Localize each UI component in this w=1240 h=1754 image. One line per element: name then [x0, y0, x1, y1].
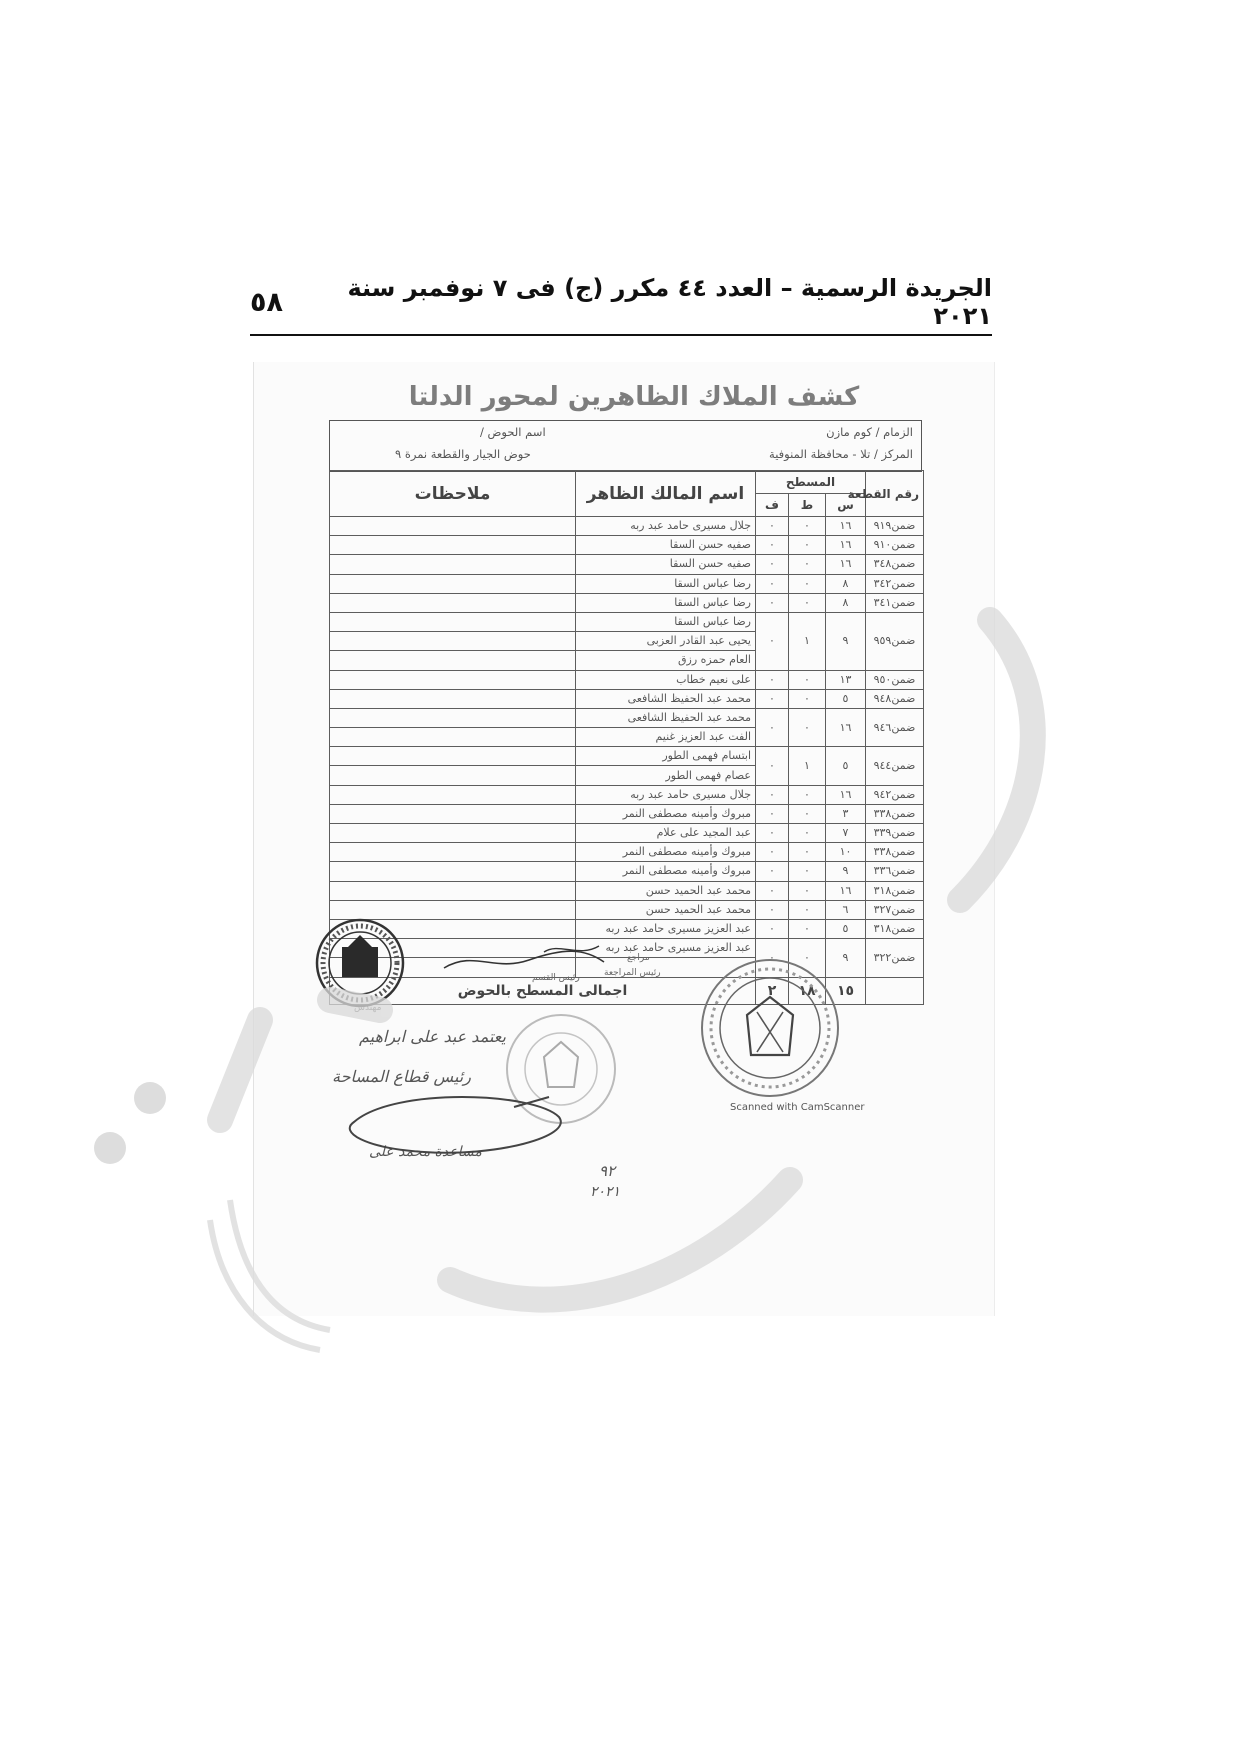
notes-cell	[330, 555, 576, 574]
notes-cell	[330, 689, 576, 708]
owners-table	[329, 470, 924, 1005]
signature-scribbles	[434, 940, 634, 980]
area-f-cell: ٠	[756, 862, 789, 881]
parcel-cell: ضمن٣٢٢	[866, 939, 924, 977]
area-s-cell: ٣	[826, 804, 866, 823]
center-text: المركز / تلا - محافظة المنوفية	[769, 447, 913, 461]
area-f-cell: ٠	[756, 708, 789, 746]
parcel-cell: ضمن٣٣٦	[866, 862, 924, 881]
area-t-cell: ٠	[789, 593, 826, 612]
table-row	[330, 612, 924, 631]
total-f: ٢	[756, 977, 789, 1004]
owner-cell: صفيه حسن السقا	[576, 536, 756, 555]
scanned-document	[253, 362, 995, 1316]
table-row	[330, 785, 924, 804]
area-f-cell: ٠	[756, 536, 789, 555]
area-f-cell: ٠	[756, 517, 789, 536]
parcel-cell: ضمن٣٤٨	[866, 555, 924, 574]
area-f-cell: ٠	[756, 824, 789, 843]
area-t-cell: ٠	[789, 517, 826, 536]
table-row	[330, 708, 924, 727]
area-t-cell: ٠	[789, 900, 826, 919]
official-seal-right	[699, 957, 841, 1099]
notes-cell	[330, 881, 576, 900]
area-f-cell: ٠	[756, 555, 789, 574]
parcel-cell: ضمن٩١٠	[866, 536, 924, 555]
parcel-cell: ضمن٩١٩	[866, 517, 924, 536]
notes-cell	[330, 574, 576, 593]
notes-cell	[330, 824, 576, 843]
table-row	[330, 919, 924, 938]
area-s-cell: ٥	[826, 747, 866, 785]
parcel-cell: ضمن٩٥٠	[866, 670, 924, 689]
area-s-cell: ١٦	[826, 785, 866, 804]
area-f-cell: ٠	[756, 593, 789, 612]
area-s-cell: ١٣	[826, 670, 866, 689]
col-s: س	[826, 494, 866, 517]
area-f-cell: ٠	[756, 804, 789, 823]
area-t-cell: ٠	[789, 574, 826, 593]
area-t-cell: ٠	[789, 555, 826, 574]
sig-head-section: رئيس القسم	[532, 973, 580, 983]
signature-loop	[334, 1082, 574, 1162]
sig-engineer: مهندس	[354, 1003, 382, 1013]
page-mark-bottom: ٢٠٢١	[590, 1184, 621, 1200]
parcel-cell: ضمن٩٥٩	[866, 612, 924, 670]
owner-cell: مبروك وأمينه مصطفى النمر	[576, 843, 756, 862]
table-row	[330, 517, 924, 536]
area-s-cell: ١٦	[826, 536, 866, 555]
notes-cell	[330, 862, 576, 881]
area-s-cell: ٨	[826, 593, 866, 612]
parcel-cell: ضمن٣٤١	[866, 593, 924, 612]
total-s: ١٥	[826, 977, 866, 1004]
header-rule	[250, 334, 992, 336]
area-f-cell: ٠	[756, 785, 789, 804]
area-t-cell: ٠	[789, 536, 826, 555]
owner-cell: مبروك وأمينه مصطفى النمر	[576, 862, 756, 881]
table-body	[330, 517, 924, 978]
owner-cell: جلال مسيرى حامد عبد ربه	[576, 785, 756, 804]
handwritten-approval: يعتمد عبد على ابراهيم	[359, 1027, 506, 1046]
total-t: ١٨	[789, 977, 826, 1004]
area-s-cell: ٨	[826, 574, 866, 593]
handwritten-assistant: مساعدة محمد على	[369, 1144, 482, 1160]
area-f-cell: ٠	[756, 919, 789, 938]
parcel-cell: ضمن٩٤٦	[866, 708, 924, 746]
notes-cell	[330, 747, 576, 766]
col-t: ط	[789, 494, 826, 517]
owner-cell: رضا عباس السقا	[576, 574, 756, 593]
owner-cell: رضا عباس السقا	[576, 593, 756, 612]
table-row	[330, 593, 924, 612]
area-t-cell: ١	[789, 747, 826, 785]
notes-cell	[330, 651, 576, 670]
area-s-cell: ٦	[826, 900, 866, 919]
area-s-cell: ٩	[826, 862, 866, 881]
notes-cell	[330, 536, 576, 555]
owner-cell: محمد عبد الحميد حسن	[576, 881, 756, 900]
notes-cell	[330, 670, 576, 689]
area-t-cell: ١	[789, 612, 826, 670]
area-s-cell: ١٦	[826, 881, 866, 900]
area-s-cell: ١٦	[826, 555, 866, 574]
parcel-cell: ضمن٩٤٤	[866, 747, 924, 785]
owner-cell: جلال مسيرى حامد عبد ربه	[576, 517, 756, 536]
area-f-cell: ٠	[756, 900, 789, 919]
owner-cell: صفيه حسن السقا	[576, 555, 756, 574]
table-row	[330, 862, 924, 881]
table-row	[330, 670, 924, 689]
owner-cell: ابتسام فهمى الطور	[576, 747, 756, 766]
notes-cell	[330, 593, 576, 612]
gazette-header	[250, 274, 992, 330]
parcel-cell: ضمن٣١٨	[866, 881, 924, 900]
area-f-cell: ٠	[756, 574, 789, 593]
area-t-cell: ٠	[789, 804, 826, 823]
village-text: الزمام / كوم مازن	[826, 425, 913, 439]
area-s-cell: ٩	[826, 939, 866, 977]
area-s-cell: ٩	[826, 612, 866, 670]
table-row	[330, 689, 924, 708]
col-f: ف	[756, 494, 789, 517]
area-f-cell: ٠	[756, 843, 789, 862]
area-t-cell: ٠	[789, 881, 826, 900]
area-f-cell: ٠	[756, 612, 789, 670]
area-t-cell: ٠	[789, 824, 826, 843]
notes-cell	[330, 612, 576, 631]
owner-cell: الفت عبد العزيز غنيم	[576, 728, 756, 747]
gazette-title: الجريدة الرسمية – العدد ٤٤ مكرر (ج) فى ٧ نوفمبر سنة ٢٠٢١	[347, 274, 992, 330]
official-seal-left	[314, 917, 406, 1009]
table-row	[330, 574, 924, 593]
area-t-cell: ٠	[789, 939, 826, 977]
owner-cell: العام حمزه رزق	[576, 651, 756, 670]
table-row	[330, 843, 924, 862]
page-number: ٥٨	[250, 286, 283, 318]
notes-cell	[330, 766, 576, 785]
parcel-cell: ضمن٣٤٢	[866, 574, 924, 593]
parcel-cell: ضمن٣٣٨	[866, 804, 924, 823]
col-area: المسطح	[756, 471, 866, 494]
table-row	[330, 824, 924, 843]
basin-text: حوض الجيار والقطعة نمرة ٩	[395, 447, 531, 461]
col-owner: اسم المالك الظاهر	[576, 471, 756, 517]
area-f-cell: ٠	[756, 939, 789, 977]
scan-title: كشف الملاك الظاهرين لمحور الدلتا	[408, 382, 860, 412]
owner-cell: محمد عبد الحفيظ الشافعى	[576, 708, 756, 727]
parcel-cell: ضمن٣٣٩	[866, 824, 924, 843]
owner-cell: محمد عبد الحفيظ الشافعى	[576, 689, 756, 708]
notes-cell	[330, 632, 576, 651]
page-mark-top: ٩٢	[599, 1162, 616, 1180]
scanned-with-text: Scanned with CamScanner	[730, 1102, 865, 1113]
owner-cell: عبد العزيز مسيرى حامد عبد ربه	[576, 939, 756, 958]
col-notes: ملاحظات	[330, 471, 576, 517]
owner-cell: رضا عباس السقا	[576, 612, 756, 631]
basin-label: اسم الحوض /	[480, 425, 546, 439]
table-row	[330, 555, 924, 574]
notes-cell	[330, 517, 576, 536]
total-label: اجمالى المسطح بالحوض	[330, 977, 756, 1004]
owner-cell: عصام فهمى الطور	[576, 766, 756, 785]
area-t-cell: ٠	[789, 843, 826, 862]
area-f-cell: ٠	[756, 747, 789, 785]
table-row	[330, 804, 924, 823]
parcel-cell: ضمن٣٣٨	[866, 843, 924, 862]
notes-cell	[330, 708, 576, 727]
table-row	[330, 536, 924, 555]
table-row	[330, 900, 924, 919]
notes-cell	[330, 804, 576, 823]
parcel-cell: ضمن٣٢٧	[866, 900, 924, 919]
area-f-cell: ٠	[756, 881, 789, 900]
handwritten-title: رئيس قطاع المساحة	[332, 1067, 471, 1086]
notes-cell	[330, 843, 576, 862]
owner-cell: يحيى عبد القادر العزبى	[576, 632, 756, 651]
sig-review: مراجع	[627, 953, 650, 963]
sig-reviewer: رئيس المراجعة	[604, 968, 661, 978]
area-t-cell: ٠	[789, 689, 826, 708]
area-t-cell: ٠	[789, 919, 826, 938]
notes-cell	[330, 728, 576, 747]
info-box	[329, 420, 922, 472]
parcel-cell: ضمن٩٤٢	[866, 785, 924, 804]
area-s-cell: ١٦	[826, 517, 866, 536]
area-f-cell: ٠	[756, 670, 789, 689]
table-row	[330, 881, 924, 900]
area-t-cell: ٠	[789, 708, 826, 746]
area-s-cell: ١٦	[826, 708, 866, 746]
owner-cell: على نعيم خطاب	[576, 670, 756, 689]
area-t-cell: ٠	[789, 670, 826, 689]
area-s-cell: ٥	[826, 919, 866, 938]
area-f-cell: ٠	[756, 689, 789, 708]
col-parcel: رقم القطعة	[866, 471, 924, 517]
parcel-cell: ضمن٩٤٨	[866, 689, 924, 708]
table-row	[330, 747, 924, 766]
notes-cell	[330, 785, 576, 804]
total-empty	[866, 977, 924, 1004]
owner-cell: عبد المجيد على علام	[576, 824, 756, 843]
owner-cell: محمد عبد الحميد حسن	[576, 900, 756, 919]
area-s-cell: ١٠	[826, 843, 866, 862]
area-t-cell: ٠	[789, 862, 826, 881]
owner-cell: مبروك وأمينه مصطفى النمر	[576, 804, 756, 823]
owner-cell: عبد العزيز مسيرى حامد عبد ربه	[576, 919, 756, 938]
area-s-cell: ٥	[826, 689, 866, 708]
parcel-cell: ضمن٣١٨	[866, 919, 924, 938]
area-t-cell: ٠	[789, 785, 826, 804]
area-s-cell: ٧	[826, 824, 866, 843]
